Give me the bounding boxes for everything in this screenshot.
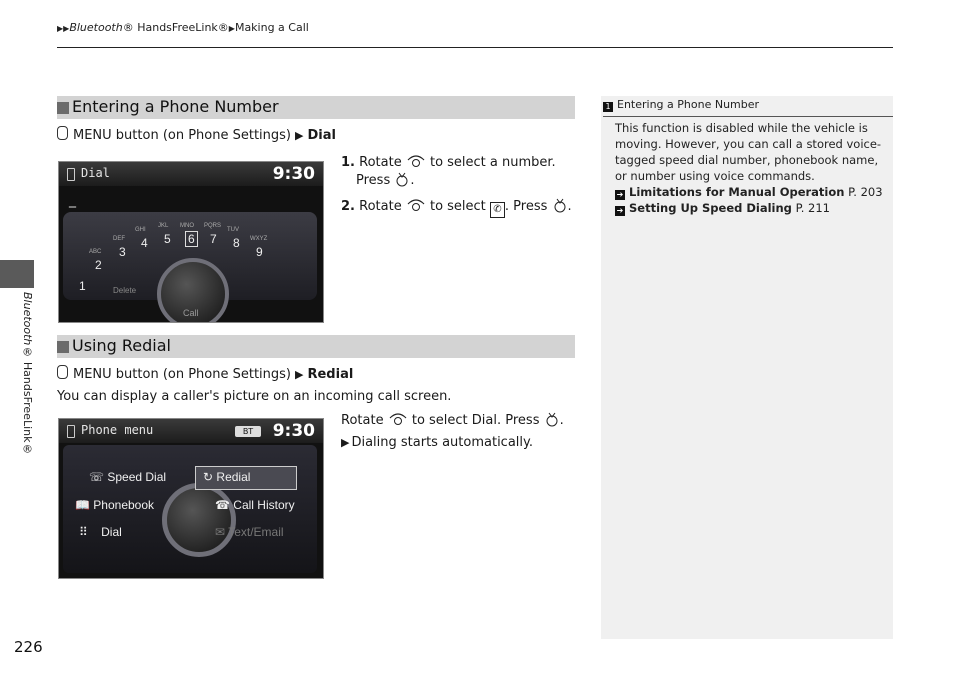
step-1: 1. Rotate to select a number. (341, 155, 556, 170)
interface-dial-graphic (162, 483, 236, 557)
section-header-entering (57, 96, 575, 119)
breadcrumb (57, 21, 309, 34)
link-speed-dialing[interactable]: ➔ Setting Up Speed Dialing P. 211 (616, 201, 830, 215)
section-title: Using Redial (72, 336, 171, 355)
phone-icon (67, 168, 75, 181)
breadcrumb-part1-suffix: ® HandsFreeLink® (122, 21, 229, 34)
menu-item-phonebook[interactable]: 📖 Phonebook (75, 498, 155, 512)
redial-icon: ↻ (203, 470, 214, 484)
link-limitations[interactable]: ➔ Limitations for Manual Operation P. 203 (616, 185, 883, 199)
key-2[interactable]: ABC 2 (89, 249, 102, 272)
step-redial: Rotate to select Dial. Press . (341, 413, 564, 428)
key-5[interactable]: JKL 5 (158, 223, 171, 246)
key-1[interactable]: 1 (79, 279, 86, 293)
phonebook-icon: 📖 (75, 498, 90, 512)
dial-screen (58, 161, 324, 323)
rotate-knob-icon (406, 154, 426, 168)
menu-item-dial[interactable]: ⠿ Dial (79, 525, 122, 539)
key-9[interactable]: WXYZ 9 (250, 236, 268, 259)
call-history-icon: ☎ (215, 498, 230, 512)
press-knob-icon (544, 411, 560, 427)
side-tab (0, 260, 34, 288)
page-number: 226 (14, 638, 43, 656)
link-arrow-icon: ➔ (616, 206, 624, 215)
menu-path: MENU button (on Phone Settings) ▶ Dial (57, 126, 336, 143)
triangle-icon: ▶ (228, 24, 235, 33)
home-button-icon (57, 126, 68, 140)
rotate-knob-icon (406, 198, 426, 212)
call-key[interactable]: Call (183, 308, 199, 318)
triangle-icon: ▶ (341, 436, 350, 449)
screen-time: 9:30 (272, 421, 315, 441)
menu-path: MENU button (on Phone Settings) ▶ Redial (57, 365, 353, 382)
step-result: ▶ Dialing starts automatically. (341, 435, 533, 450)
note-body: This function is disabled while the vehicle is moving. However, you can call a stored voice-tagged speed dial number, phonebook name, or number using voice commands. (615, 121, 882, 183)
square-bullet-icon (57, 341, 69, 353)
key-7[interactable]: PQRS 7 (204, 223, 222, 246)
step-2: 2. Rotate to select ✆ . Press . (341, 197, 572, 218)
square-bullet-icon (57, 102, 69, 114)
step-1-press: Press . (356, 173, 415, 188)
screen-title: Phone menu (81, 423, 154, 437)
description: You can display a caller's picture on an incoming call screen. (57, 389, 452, 404)
header-rule (57, 47, 893, 48)
breadcrumb-part1: Bluetooth (69, 21, 123, 34)
section-title: Entering a Phone Number (72, 97, 279, 116)
press-knob-icon (394, 171, 410, 187)
speed-dial-icon: ☏ (89, 470, 105, 484)
press-knob-icon (552, 197, 568, 213)
key-3[interactable]: DEF 3 (113, 236, 126, 259)
side-label: Bluetooth® HandsFreeLink® (21, 292, 34, 456)
bluetooth-status-icon: BT (235, 426, 261, 437)
envelope-icon: ✉ (215, 525, 226, 539)
reference-icon: 1 (603, 102, 613, 112)
key-6-selected[interactable]: MNO 6 (185, 231, 198, 247)
phone-menu-screen (58, 418, 324, 579)
phone-icon (67, 425, 75, 438)
triangle-icon: ▶▶ (57, 24, 70, 33)
rotate-knob-icon (388, 412, 408, 426)
triangle-icon: ▶ (295, 129, 304, 142)
delete-key[interactable]: Delete (113, 286, 137, 295)
key-8[interactable]: TUV 8 (227, 227, 240, 250)
keypad-icon: ⠿ (79, 525, 88, 539)
screen-time: 9:30 (272, 164, 315, 184)
menu-item-redial[interactable]: ↻ Redial (203, 470, 251, 484)
call-icon: ✆ (490, 202, 505, 218)
breadcrumb-part2: Making a Call (234, 21, 309, 34)
note-heading: 1 Entering a Phone Number (603, 98, 759, 112)
number-entry: _ (69, 192, 76, 208)
menu-item-call-history[interactable]: ☎ Call History (215, 498, 295, 512)
section-header-redial (57, 335, 575, 358)
screen-title: Dial (81, 166, 110, 180)
home-button-icon (57, 365, 68, 379)
note-rule (603, 116, 893, 117)
triangle-icon: ▶ (295, 368, 304, 381)
menu-item-text-email[interactable]: ✉ Text/Email (215, 525, 284, 539)
note-box (601, 96, 893, 639)
key-4[interactable]: GHI 4 (135, 227, 148, 250)
link-arrow-icon: ➔ (616, 190, 624, 199)
menu-item-speed-dial[interactable]: ☏ Speed Dial (89, 470, 167, 484)
